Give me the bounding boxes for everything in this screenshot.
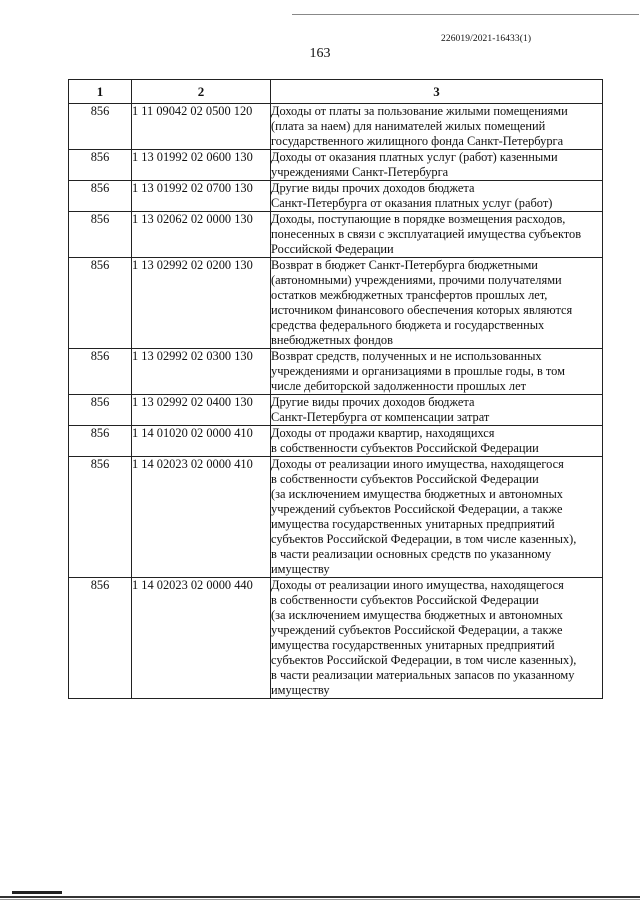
table-row: [69, 349, 603, 395]
description-line: Доходы от реализации иного имущества, находящегося: [271, 578, 564, 592]
description-line: имущества государственных унитарных предприятий: [271, 517, 555, 531]
admin-code-cell: 856: [69, 212, 132, 258]
description-cell: [271, 181, 603, 212]
table-row: [69, 457, 603, 578]
description-line: государственного жилищного фонда Санкт-Петербурга: [271, 134, 564, 148]
description-line: внебюджетных фондов: [271, 333, 393, 347]
description-line: Доходы от платы за пользование жилыми помещениями: [271, 104, 568, 118]
description-line: в собственности субъектов Российской Федерации: [271, 472, 539, 486]
description-line: (за исключением имущества бюджетных и автономных: [271, 487, 563, 501]
budget-classification-code-cell: 1 14 02023 02 0000 440: [132, 578, 271, 699]
table-row: [69, 150, 603, 181]
document-reference: 226019/2021-16433(1): [441, 34, 532, 44]
admin-code-cell: 856: [69, 457, 132, 578]
description-line: Санкт-Петербурга от компенсации затрат: [271, 410, 490, 424]
description-line: (за исключением имущества бюджетных и автономных: [271, 608, 563, 622]
admin-code-cell: 856: [69, 104, 132, 150]
description-line: в собственности субъектов Российской Федерации: [271, 441, 539, 455]
budget-classification-code-cell: 1 11 09042 02 0500 120: [132, 104, 271, 150]
description-line: в части реализации основных средств по указанному: [271, 547, 552, 561]
description-cell: [271, 150, 603, 181]
description-line: имуществу: [271, 562, 330, 576]
bottom-rule: [0, 896, 640, 898]
description-cell: [271, 426, 603, 457]
description-line: Другие виды прочих доходов бюджета: [271, 181, 475, 195]
admin-code-cell: 856: [69, 181, 132, 212]
description-line: Доходы от оказания платных услуг (работ) казенными: [271, 150, 558, 164]
table-row: [69, 578, 603, 699]
description-line: учреждений субъектов Российской Федерации, а также: [271, 623, 563, 637]
description-line: (автономными) учреждениями, прочими получателями: [271, 273, 562, 287]
budget-classification-code-cell: 1 13 02992 02 0200 130: [132, 258, 271, 349]
description-line: учреждениями Санкт-Петербурга: [271, 165, 449, 179]
budget-classification-code-cell: 1 13 02062 02 0000 130: [132, 212, 271, 258]
description-line: остатков межбюджетных трансфертов прошлых лет,: [271, 288, 548, 302]
description-line: имуществу: [271, 683, 330, 697]
budget-classification-code-cell: 1 14 01020 02 0000 410: [132, 426, 271, 457]
admin-code-cell: 856: [69, 578, 132, 699]
admin-code-cell: 856: [69, 395, 132, 426]
description-line: учреждений субъектов Российской Федерации, а также: [271, 502, 563, 516]
admin-code-cell: 856: [69, 426, 132, 457]
description-line: Доходы, поступающие в порядке возмещения расходов,: [271, 212, 566, 226]
admin-code-cell: 856: [69, 150, 132, 181]
table-row: [69, 426, 603, 457]
description-cell: [271, 578, 603, 699]
description-line: (плата за наем) для нанимателей жилых помещений: [271, 119, 546, 133]
description-line: средства федерального бюджета и государственных: [271, 318, 545, 332]
top-rule: [292, 14, 639, 15]
description-line: Возврат в бюджет Санкт-Петербурга бюджетными: [271, 258, 538, 272]
table-row: [69, 104, 603, 150]
table-row: [69, 395, 603, 426]
table-row: [69, 181, 603, 212]
page-number: 163: [309, 46, 331, 61]
description-line: в части реализации материальных запасов по указанному: [271, 668, 575, 682]
column-header: 3: [271, 80, 603, 104]
budget-classification-code-cell: 1 13 01992 02 0700 130: [132, 181, 271, 212]
budget-classification-code-cell: 1 13 01992 02 0600 130: [132, 150, 271, 181]
description-cell: [271, 457, 603, 578]
scan-edge-mark: [12, 891, 62, 894]
description-cell: [271, 104, 603, 150]
description-line: имущества государственных унитарных предприятий: [271, 638, 555, 652]
description-line: Доходы от продажи квартир, находящихся: [271, 426, 495, 440]
table-row: [69, 212, 603, 258]
description-line: в собственности субъектов Российской Федерации: [271, 593, 539, 607]
description-line: Российской Федерации: [271, 242, 394, 256]
revenue-codes-table: [68, 79, 603, 699]
budget-classification-code-cell: 1 13 02992 02 0300 130: [132, 349, 271, 395]
admin-code-cell: 856: [69, 349, 132, 395]
description-cell: [271, 349, 603, 395]
table-row: [69, 258, 603, 349]
description-line: Другие виды прочих доходов бюджета: [271, 395, 475, 409]
description-cell: [271, 258, 603, 349]
bottom-rule-secondary: [0, 899, 640, 900]
column-header: 2: [132, 80, 271, 104]
description-line: учреждениями и организациями в прошлые годы, в том: [271, 364, 565, 378]
column-header: 1: [69, 80, 132, 104]
description-line: субъектов Российской Федерации, в том числе казенных),: [271, 532, 577, 546]
description-line: Возврат средств, полученных и не использованных: [271, 349, 542, 363]
admin-code-cell: 856: [69, 258, 132, 349]
description-line: числе дебиторской задолженности прошлых лет: [271, 379, 527, 393]
budget-classification-code-cell: 1 13 02992 02 0400 130: [132, 395, 271, 426]
description-line: субъектов Российской Федерации, в том числе казенных),: [271, 653, 577, 667]
description-line: источником финансового обеспечения которых являются: [271, 303, 573, 317]
description-line: понесенных в связи с эксплуатацией имущества субъектов: [271, 227, 582, 241]
description-cell: [271, 212, 603, 258]
table-header-row: [69, 80, 603, 104]
budget-classification-code-cell: 1 14 02023 02 0000 410: [132, 457, 271, 578]
description-cell: [271, 395, 603, 426]
description-line: Доходы от реализации иного имущества, находящегося: [271, 457, 564, 471]
description-line: Санкт-Петербурга от оказания платных услуг (работ): [271, 196, 553, 210]
